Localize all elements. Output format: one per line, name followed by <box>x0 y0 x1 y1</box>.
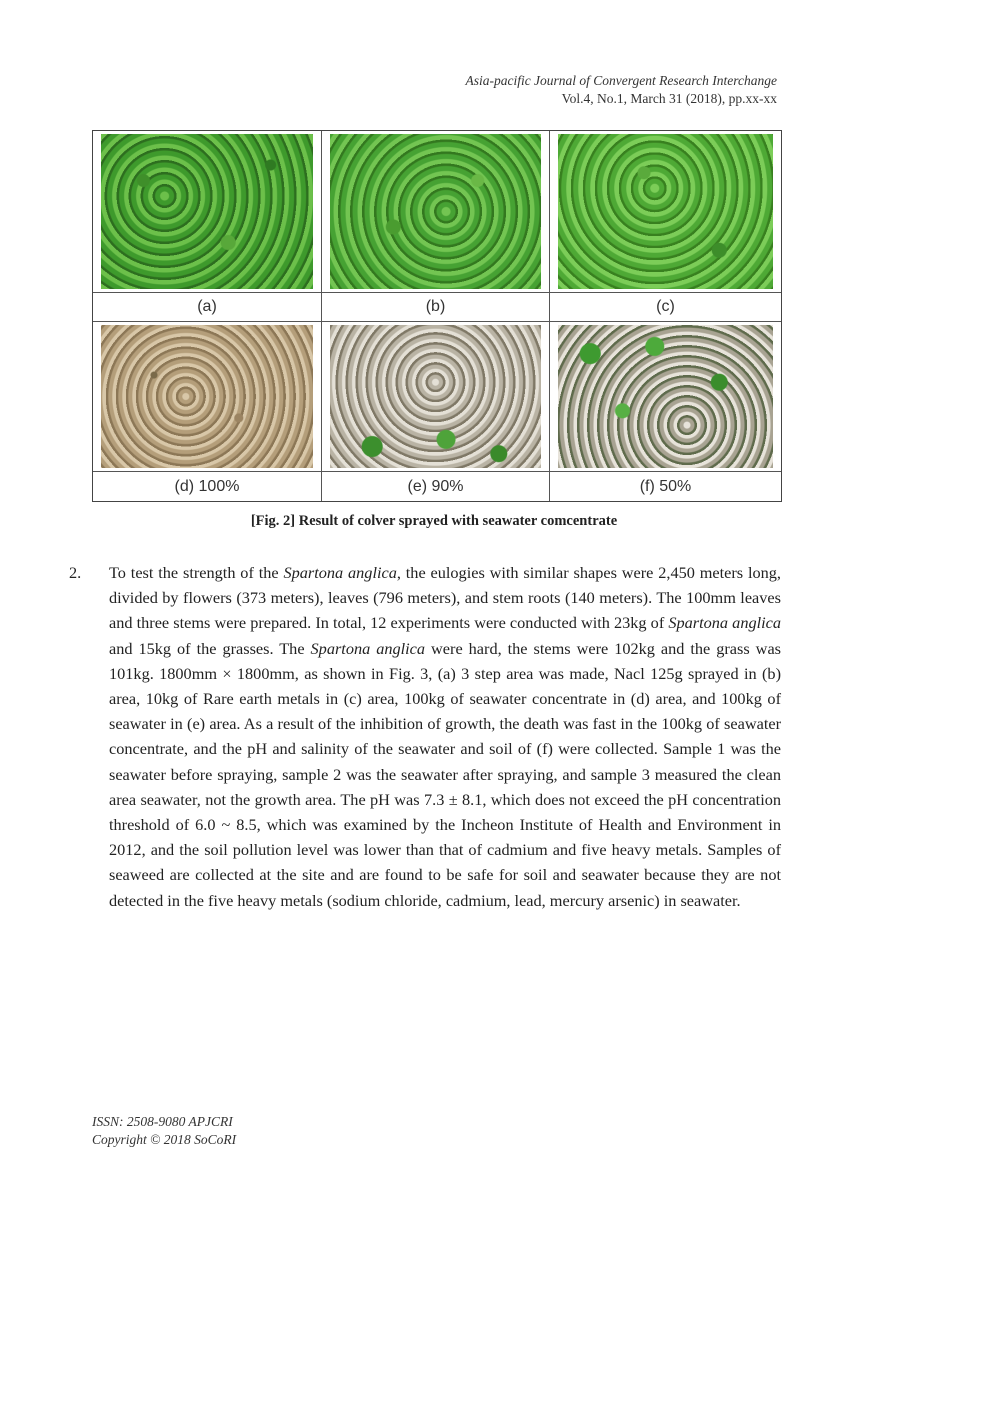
panel-label-d: (d) 100% <box>93 472 322 501</box>
photo-cell-c <box>550 131 781 293</box>
photo-cell-a <box>93 131 322 293</box>
panel-label-a: (a) <box>93 293 322 322</box>
species-name: Spartona anglica <box>668 613 782 633</box>
species-name: Spartona anglica <box>310 638 426 658</box>
panel-label-e: (e) 90% <box>322 472 550 501</box>
text-segment: To test the strength of the <box>109 563 284 582</box>
text-segment: , the eulogies with similar shapes were 2,450 meters long, divided by flowers (373 meters), leaves (796 meters), and stem roots (140 meters). The 100mm leaves and three stems were prepared. In total, 12 experiments were conducted with 23kg of <box>109 563 781 633</box>
photo-cell-f <box>550 322 781 472</box>
figure-caption: [Fig. 2] Result of colver sprayed with seawater comcentrate <box>250 513 618 529</box>
issn-line: ISSN: 2508-9080 APJCRI <box>92 1114 233 1129</box>
journal-title: Asia-pacific Journal of Convergent Research Interchange <box>465 73 777 88</box>
panel-label-b: (b) <box>322 293 550 322</box>
clover-photo-d <box>101 325 313 468</box>
running-header <box>465 72 777 108</box>
clover-photo-b <box>330 134 541 289</box>
volume-line: Vol.4, No.1, March 31 (2018), pp.xx-xx <box>561 91 777 106</box>
photo-cell-d <box>93 322 322 472</box>
copyright-line: Copyright © 2018 SoCoRI <box>92 1132 237 1147</box>
clover-photo-a <box>101 134 313 289</box>
text-segment: and 15kg of the grasses. The <box>109 638 311 658</box>
text-segment: were hard, the stems were 102kg and the grass was 101kg. 1800mm × 1800mm, as shown in Fig. 3, (a) 3 step area was made, Nacl 125g sprayed in (b) area, 10kg of Rare earth metals in (c) area, 100kg of seawater concentrate in (d) area, and 100kg of seawater in (e) area. As a result of the inhibition of growth, the death was fast in the 100kg of seawater concentrate, and the pH and salinity of the seawater and soil of (f) were collected. Sample 1 was the seawater before spraying, sample 2 was the seawater after spraying, and sample 3 measured the clean area seawater, not the growth area. The pH was 7.3 ± 8.1, which does not exceed the pH concentration threshold of 6.0 ~ 8.5, which was examined by the Incheon Institute of Health and Environment in 2012, and the soil pollution level was lower than that of cadmium and five heavy metals. Samples of seaweed are collected at the site and are found to be safe for soil and seawater because they are not detected in the five heavy metals (sodium chloride, cadmium, lead, mercury arsenic) in seawater. <box>109 638 782 910</box>
item-number: 2. <box>69 563 82 582</box>
photo-cell-b <box>322 131 550 293</box>
panel-label-f: (f) 50% <box>639 477 692 495</box>
body-paragraph <box>69 560 782 913</box>
species-name: Spartona anglica <box>283 563 397 582</box>
clover-photo-e <box>330 325 541 468</box>
photo-cell-e <box>322 322 550 472</box>
panel-label-c: (c) <box>550 293 781 322</box>
clover-photo-f <box>558 325 773 468</box>
clover-photo-c <box>558 134 773 289</box>
page-footer <box>92 1113 236 1149</box>
figure-grid <box>92 130 782 502</box>
paragraph-item-2 <box>69 560 782 913</box>
